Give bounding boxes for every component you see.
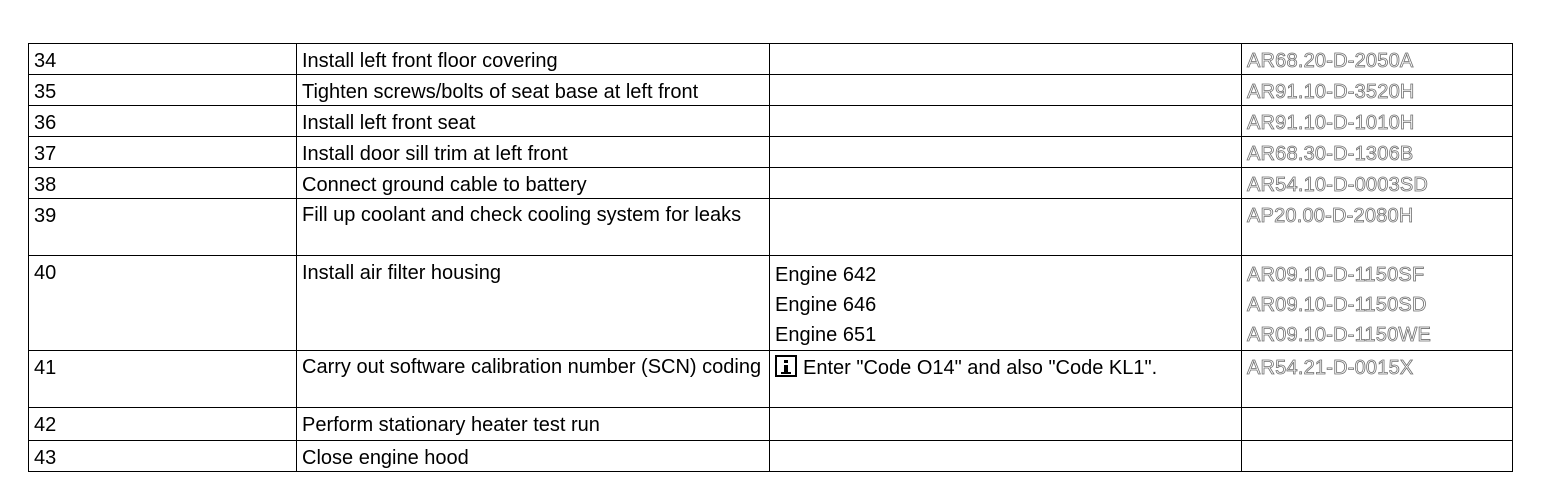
step-reference: [1242, 137, 1513, 168]
step-notes: [770, 168, 1242, 199]
step-reference: [1242, 256, 1513, 351]
info-icon: [775, 355, 797, 377]
engine-variant: Engine 651: [775, 324, 877, 346]
step-number: 38: [29, 168, 297, 199]
reference-link[interactable]: AR54.21-D-0015X: [1247, 357, 1414, 379]
step-notes: [770, 199, 1242, 256]
reference-link[interactable]: AR09.10-D-1150SD: [1247, 294, 1427, 316]
info-note: Enter "Code O14" and also "Code KL1".: [803, 357, 1158, 379]
step-description: Tighten screws/bolts of seat base at left front: [297, 75, 770, 106]
step-description: Close engine hood: [297, 441, 770, 472]
reference-link[interactable]: AR54.10-D-0003SD: [1247, 174, 1429, 196]
step-reference: [1242, 106, 1513, 137]
step-notes: [770, 351, 1242, 408]
step-notes: [770, 75, 1242, 106]
step-number: 36: [29, 106, 297, 137]
step-description: Install left front floor covering: [297, 44, 770, 75]
step-number: 40: [29, 256, 297, 351]
table-row: [29, 408, 1513, 441]
step-number: 41: [29, 351, 297, 408]
step-text: Carry out software calibration number (SCN) coding: [302, 356, 762, 378]
step-description: [297, 351, 770, 408]
step-notes: [770, 137, 1242, 168]
step-notes: [770, 44, 1242, 75]
step-reference: [1242, 441, 1513, 472]
step-reference: [1242, 351, 1513, 408]
table-row: [29, 441, 1513, 472]
table-row: [29, 44, 1513, 75]
step-description: Connect ground cable to battery: [297, 168, 770, 199]
table-row: [29, 199, 1513, 256]
work-steps-table: [28, 43, 1513, 472]
reference-link[interactable]: AR09.10-D-1150WE: [1247, 324, 1432, 346]
step-description: Install left front seat: [297, 106, 770, 137]
step-reference: [1242, 168, 1513, 199]
engine-variant: Engine 642: [775, 264, 877, 286]
step-notes: [770, 408, 1242, 441]
reference-link[interactable]: AR91.10-D-3520H: [1247, 81, 1415, 103]
step-notes: [770, 256, 1242, 351]
step-number: 37: [29, 137, 297, 168]
reference-link[interactable]: AR68.30-D-1306B: [1247, 143, 1414, 165]
reference-link[interactable]: AR09.10-D-1150SF: [1247, 264, 1425, 286]
step-number: 42: [29, 408, 297, 441]
step-number: 34: [29, 44, 297, 75]
step-notes: [770, 441, 1242, 472]
table-row: [29, 137, 1513, 168]
reference-link[interactable]: AR68.20-D-2050A: [1247, 50, 1414, 72]
step-description: [297, 199, 770, 256]
step-notes: [770, 106, 1242, 137]
reference-link[interactable]: AR91.10-D-1010H: [1247, 112, 1415, 134]
step-number: 35: [29, 75, 297, 106]
step-text: Fill up coolant and check cooling system for leaks: [302, 204, 742, 226]
step-reference: [1242, 75, 1513, 106]
step-description: Perform stationary heater test run: [297, 408, 770, 441]
step-description: Install door sill trim at left front: [297, 137, 770, 168]
reference-link[interactable]: AP20.00-D-2080H: [1247, 205, 1414, 227]
step-number: 39: [29, 199, 297, 256]
step-reference: [1242, 199, 1513, 256]
step-reference: [1242, 44, 1513, 75]
table-row: [29, 168, 1513, 199]
table-row: [29, 256, 1513, 351]
table-row: [29, 351, 1513, 408]
engine-variant: Engine 646: [775, 294, 877, 316]
step-number: 43: [29, 441, 297, 472]
table-row: [29, 75, 1513, 106]
table-row: [29, 106, 1513, 137]
step-description: Install air filter housing: [297, 256, 770, 351]
step-reference: [1242, 408, 1513, 441]
